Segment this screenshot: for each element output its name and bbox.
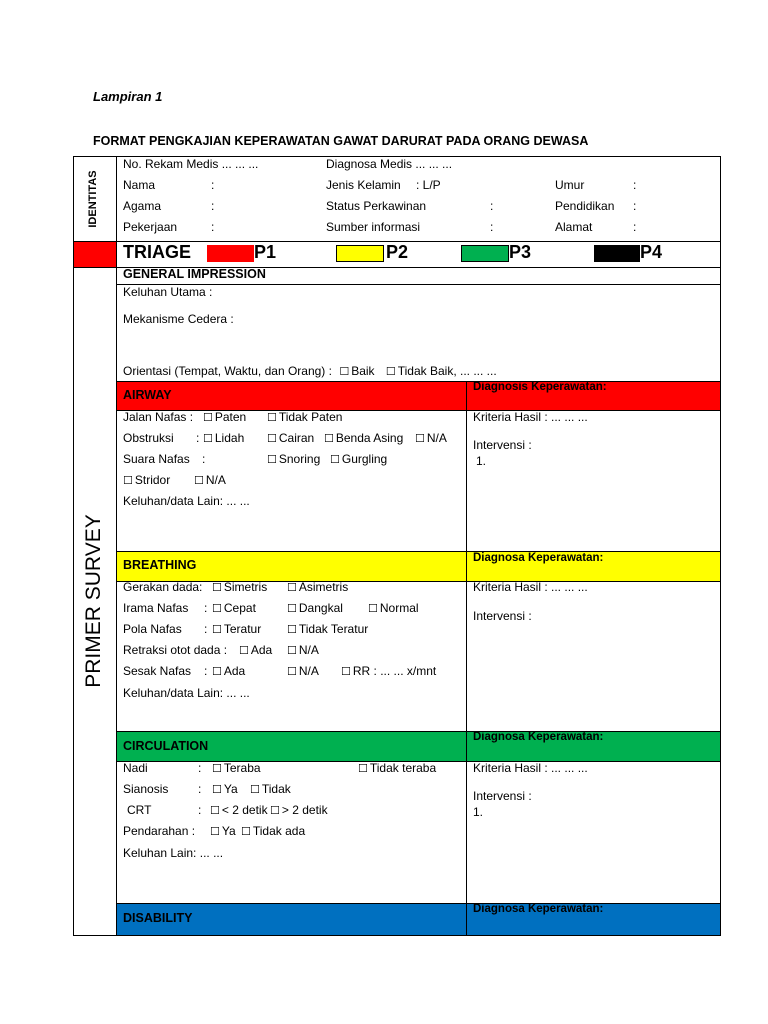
airway-paten-option (203, 410, 246, 424)
circulation-pendarahan-label: Pendarahan : (123, 824, 196, 838)
airway-gurgling-checkbox[interactable] (330, 452, 342, 466)
breathing-retraksi-ada-label: Ada (250, 643, 273, 657)
breathing-sesak-na-label: N/A (298, 664, 319, 678)
circulation-pendarahan-ya-label: Ya (221, 824, 236, 838)
circulation-gt2-checkbox[interactable] (270, 803, 282, 817)
keluhan-utama-label: Keluhan Utama : (123, 285, 213, 299)
breathing-asimetris-option (287, 580, 348, 594)
circulation-tidak-ada-checkbox[interactable] (241, 824, 253, 838)
airway-lidah-label: Lidah (214, 431, 245, 445)
breathing-top-line (116, 551, 721, 552)
breathing-sesak-ada-checkbox[interactable] (212, 664, 224, 678)
breathing-tidak-teratur-label: Tidak Teratur (298, 622, 369, 636)
airway-kriteria-label: Kriteria Hasil : ... ... ... (473, 410, 588, 424)
breathing-simetris-option (212, 580, 267, 594)
airway-obstruksi-label: Obstruksi (123, 431, 174, 445)
airway-na2-checkbox[interactable] (194, 473, 206, 487)
table-border-left (73, 156, 74, 936)
jenis-kelamin-value: : L/P (416, 178, 441, 192)
airway-cairan-checkbox[interactable] (267, 431, 279, 445)
airway-benda-asing-label: Benda Asing (335, 431, 404, 445)
circulation-ya-label: Ya (223, 782, 238, 796)
airway-benda-asing-checkbox[interactable] (324, 431, 336, 445)
airway-suara-colon: : (202, 452, 206, 466)
breathing-sesak-ada-label: Ada (223, 664, 246, 678)
breathing-kriteria-label: Kriteria Hasil : ... ... ... (473, 580, 588, 594)
circulation-sianosis-label: Sianosis (123, 782, 169, 796)
circulation-crt-label: CRT (127, 803, 152, 817)
status-colon: : (490, 199, 494, 213)
triage-p4-label: P4 (640, 242, 663, 262)
breathing-pola-label: Pola Nafas (123, 622, 182, 636)
airway-paten-checkbox[interactable] (203, 410, 215, 424)
airway-stridor-checkbox[interactable] (123, 473, 135, 487)
triage-p2-swatch[interactable] (336, 245, 384, 262)
nama-colon: : (211, 178, 215, 192)
circulation-kriteria-label: Kriteria Hasil : ... ... ... (473, 761, 588, 775)
breathing-retraksi-ada-checkbox[interactable] (239, 643, 251, 657)
triage-p1-swatch[interactable] (207, 245, 254, 262)
breathing-bottom-line (116, 581, 721, 582)
side-column-divider (116, 156, 117, 936)
circulation-gt2-option (270, 803, 328, 817)
breathing-tidak-teratur-checkbox[interactable] (287, 622, 299, 636)
breathing-diagnosis-label: Diagnosa Keperawatan: (473, 552, 604, 564)
breathing-asimetris-label: Asimetris (298, 580, 349, 594)
airway-snoring-checkbox[interactable] (267, 452, 279, 466)
airway-na-option (415, 431, 447, 445)
circulation-tidak-option (250, 782, 291, 796)
breathing-intervensi-label: Intervensi : (473, 609, 532, 623)
alamat-colon: : (633, 220, 637, 234)
alamat-label: Alamat (555, 220, 593, 234)
diagnosa-medis-field: Diagnosa Medis ... ... ... (326, 157, 453, 171)
triage-p3-swatch[interactable] (461, 245, 509, 262)
general-impression-title: GENERAL IMPRESSION (123, 267, 266, 281)
circulation-tidak-ada-label: Tidak ada (252, 824, 306, 838)
sumber-colon: : (490, 220, 494, 234)
airway-snoring-option (267, 452, 320, 466)
triage-p4-swatch[interactable] (594, 245, 640, 262)
airway-snoring-label: Snoring (278, 452, 321, 466)
orientasi-label: Orientasi (Tempat, Waktu, dan Orang) : (123, 364, 332, 378)
triage-p2-label: P2 (386, 242, 409, 262)
airway-cairan-option (267, 431, 314, 445)
circulation-pendarahan-ya-checkbox[interactable] (210, 824, 222, 838)
breathing-simetris-label: Simetris (223, 580, 268, 594)
breathing-cepat-label: Cepat (223, 601, 256, 615)
orientasi-baik-checkbox[interactable] (339, 364, 351, 378)
breathing-normal-checkbox[interactable] (368, 601, 380, 615)
airway-lidah-checkbox[interactable] (203, 431, 215, 445)
circulation-title: CIRCULATION (123, 739, 209, 753)
pekerjaan-label: Pekerjaan (123, 220, 178, 234)
status-label: Status Perkawinan (326, 199, 427, 213)
circulation-intervensi-item-1: 1. (473, 805, 484, 819)
circulation-teraba-label: Teraba (223, 761, 261, 775)
airway-suara-nafas-label: Suara Nafas (123, 452, 190, 466)
orientasi-tidak-baik-checkbox[interactable] (386, 364, 398, 378)
breathing-irama-colon: : (204, 601, 208, 615)
pendidikan-colon: : (633, 199, 637, 213)
circulation-diagnosis-label: Diagnosa Keperawatan: (473, 731, 604, 743)
circulation-tidak-label: Tidak (261, 782, 291, 796)
diagnosis-column-divider (466, 381, 467, 936)
airway-intervensi-label: Intervensi : (473, 438, 532, 452)
breathing-sesak-label: Sesak Nafas (123, 664, 192, 678)
mekanisme-cedera-label: Mekanisme Cedera : (123, 312, 234, 326)
breathing-retraksi-na-label: N/A (298, 643, 319, 657)
breathing-retraksi-na-option (287, 643, 319, 657)
airway-na-label: N/A (426, 431, 447, 445)
airway-gurgling-label: Gurgling (341, 452, 388, 466)
circulation-lt2-option (210, 803, 268, 817)
umur-colon: : (633, 178, 637, 192)
breathing-teratur-label: Teratur (223, 622, 262, 636)
airway-stridor-option (123, 473, 170, 487)
airway-benda-asing-option (324, 431, 403, 445)
table-border-right (720, 156, 721, 936)
breathing-normal-label: Normal (379, 601, 419, 615)
breathing-dangkal-checkbox[interactable] (287, 601, 299, 615)
breathing-dangkal-option (287, 601, 343, 615)
circulation-tidak-ada-option (241, 824, 305, 838)
breathing-cepat-option (212, 601, 256, 615)
circulation-ya-option (212, 782, 238, 796)
breathing-retraksi-label: Retraksi otot dada : (123, 643, 228, 657)
breathing-asimetris-checkbox[interactable] (287, 580, 299, 594)
nama-label: Nama (123, 178, 156, 192)
agama-colon: : (211, 199, 215, 213)
circulation-keluhan-label: Keluhan Lain: ... ... (123, 846, 224, 860)
circulation-ya-checkbox[interactable] (212, 782, 224, 796)
breathing-teratur-option (212, 622, 261, 636)
triage-p1-label: P1 (254, 242, 277, 262)
breathing-sesak-na-option (287, 664, 319, 678)
orientasi-row (123, 364, 497, 378)
airway-jalan-nafas-label: Jalan Nafas : (123, 410, 194, 424)
circulation-crt-colon: : (198, 803, 202, 817)
breathing-title: BREATHING (123, 558, 197, 572)
circulation-tidak-checkbox[interactable] (250, 782, 262, 796)
circulation-top-line (116, 731, 721, 732)
breathing-keluhan-label: Keluhan/data Lain: ... ... (123, 686, 250, 700)
airway-paten-label: Paten (214, 410, 247, 424)
orientasi-baik-label: Baik (351, 364, 375, 378)
breathing-retraksi-na-checkbox[interactable] (287, 643, 299, 657)
disability-diagnosis-label: Diagnosa Keperawatan: (473, 903, 604, 915)
breathing-sesak-na-checkbox[interactable] (287, 664, 299, 678)
disability-title: DISABILITY (123, 911, 193, 925)
attachment-label: Lampiran 1 (93, 89, 163, 104)
breathing-irama-label: Irama Nafas (123, 601, 189, 615)
jenis-kelamin-label: Jenis Kelamin (326, 178, 401, 192)
circulation-teraba-option (212, 761, 261, 775)
airway-title: AIRWAY (123, 388, 172, 402)
airway-keluhan-label: Keluhan/data Lain: ... ... (123, 494, 250, 508)
breathing-dangkal-label: Dangkal (298, 601, 343, 615)
circulation-lt2-label: < 2 detik (221, 803, 268, 817)
breathing-rr-label: RR : ... ... x/mnt (352, 664, 437, 678)
breathing-sesak-colon: : (204, 664, 208, 678)
airway-top-line (116, 381, 721, 382)
circulation-sianosis-colon: : (198, 782, 202, 796)
circulation-intervensi-label: Intervensi : (473, 789, 532, 803)
airway-tidak-paten-label: Tidak Paten (278, 410, 343, 424)
breathing-teratur-checkbox[interactable] (212, 622, 224, 636)
primary-survey-side-label: PRIMER SURVEY (82, 514, 105, 688)
circulation-tidak-teraba-option (358, 761, 436, 775)
airway-tidak-paten-option (267, 410, 342, 424)
agama-label: Agama (123, 199, 162, 213)
circulation-tidak-teraba-label: Tidak teraba (369, 761, 437, 775)
airway-na2-option (194, 473, 226, 487)
airway-diagnosis-label: Diagnosis Keperawatan: (473, 381, 607, 393)
breathing-retraksi-ada-option (239, 643, 272, 657)
breathing-tidak-teratur-option (287, 622, 368, 636)
sumber-label: Sumber informasi (326, 220, 421, 234)
rekam-medis-field: No. Rekam Medis ... ... ... (123, 157, 259, 171)
breathing-simetris-checkbox[interactable] (212, 580, 224, 594)
airway-na-checkbox[interactable] (415, 431, 427, 445)
airway-obstruksi-colon: : (196, 431, 200, 445)
disability-top-line (116, 903, 721, 904)
circulation-nadi-label: Nadi (123, 761, 148, 775)
airway-stridor-label: Stridor (134, 473, 171, 487)
pendidikan-label: Pendidikan (555, 199, 615, 213)
airway-lidah-option (203, 431, 244, 445)
circulation-pendarahan-ya-option (210, 824, 236, 838)
circulation-nadi-colon: : (198, 761, 202, 775)
table-border-bottom (73, 935, 721, 936)
triage-p3-label: P3 (509, 242, 532, 262)
breathing-rr-checkbox[interactable] (341, 664, 353, 678)
circulation-gt2-label: > 2 detik (281, 803, 328, 817)
airway-tidak-paten-checkbox[interactable] (267, 410, 279, 424)
pekerjaan-colon: : (211, 220, 215, 234)
breathing-pola-colon: : (204, 622, 208, 636)
breathing-normal-option (368, 601, 419, 615)
triage-label: TRIAGE (123, 242, 192, 262)
orientasi-tidak-baik-label: Tidak Baik, ... ... ... (397, 364, 497, 378)
circulation-teraba-checkbox[interactable] (212, 761, 224, 775)
umur-label: Umur (555, 178, 585, 192)
form-title: FORMAT PENGKAJIAN KEPERAWATAN GAWAT DARURAT PADA ORANG DEWASA (93, 134, 589, 148)
airway-cairan-label: Cairan (278, 431, 315, 445)
breathing-gerakan-label: Gerakan dada: (123, 580, 203, 594)
circulation-lt2-checkbox[interactable] (210, 803, 222, 817)
breathing-sesak-ada-option (212, 664, 245, 678)
airway-na2-label: N/A (205, 473, 226, 487)
identity-side-label: IDENTITAS (87, 170, 99, 228)
airway-intervensi-item-1: 1. (476, 454, 487, 468)
breathing-cepat-checkbox[interactable] (212, 601, 224, 615)
circulation-tidak-teraba-checkbox[interactable] (358, 761, 370, 775)
breathing-rr-option (341, 664, 436, 678)
airway-gurgling-option (330, 452, 387, 466)
